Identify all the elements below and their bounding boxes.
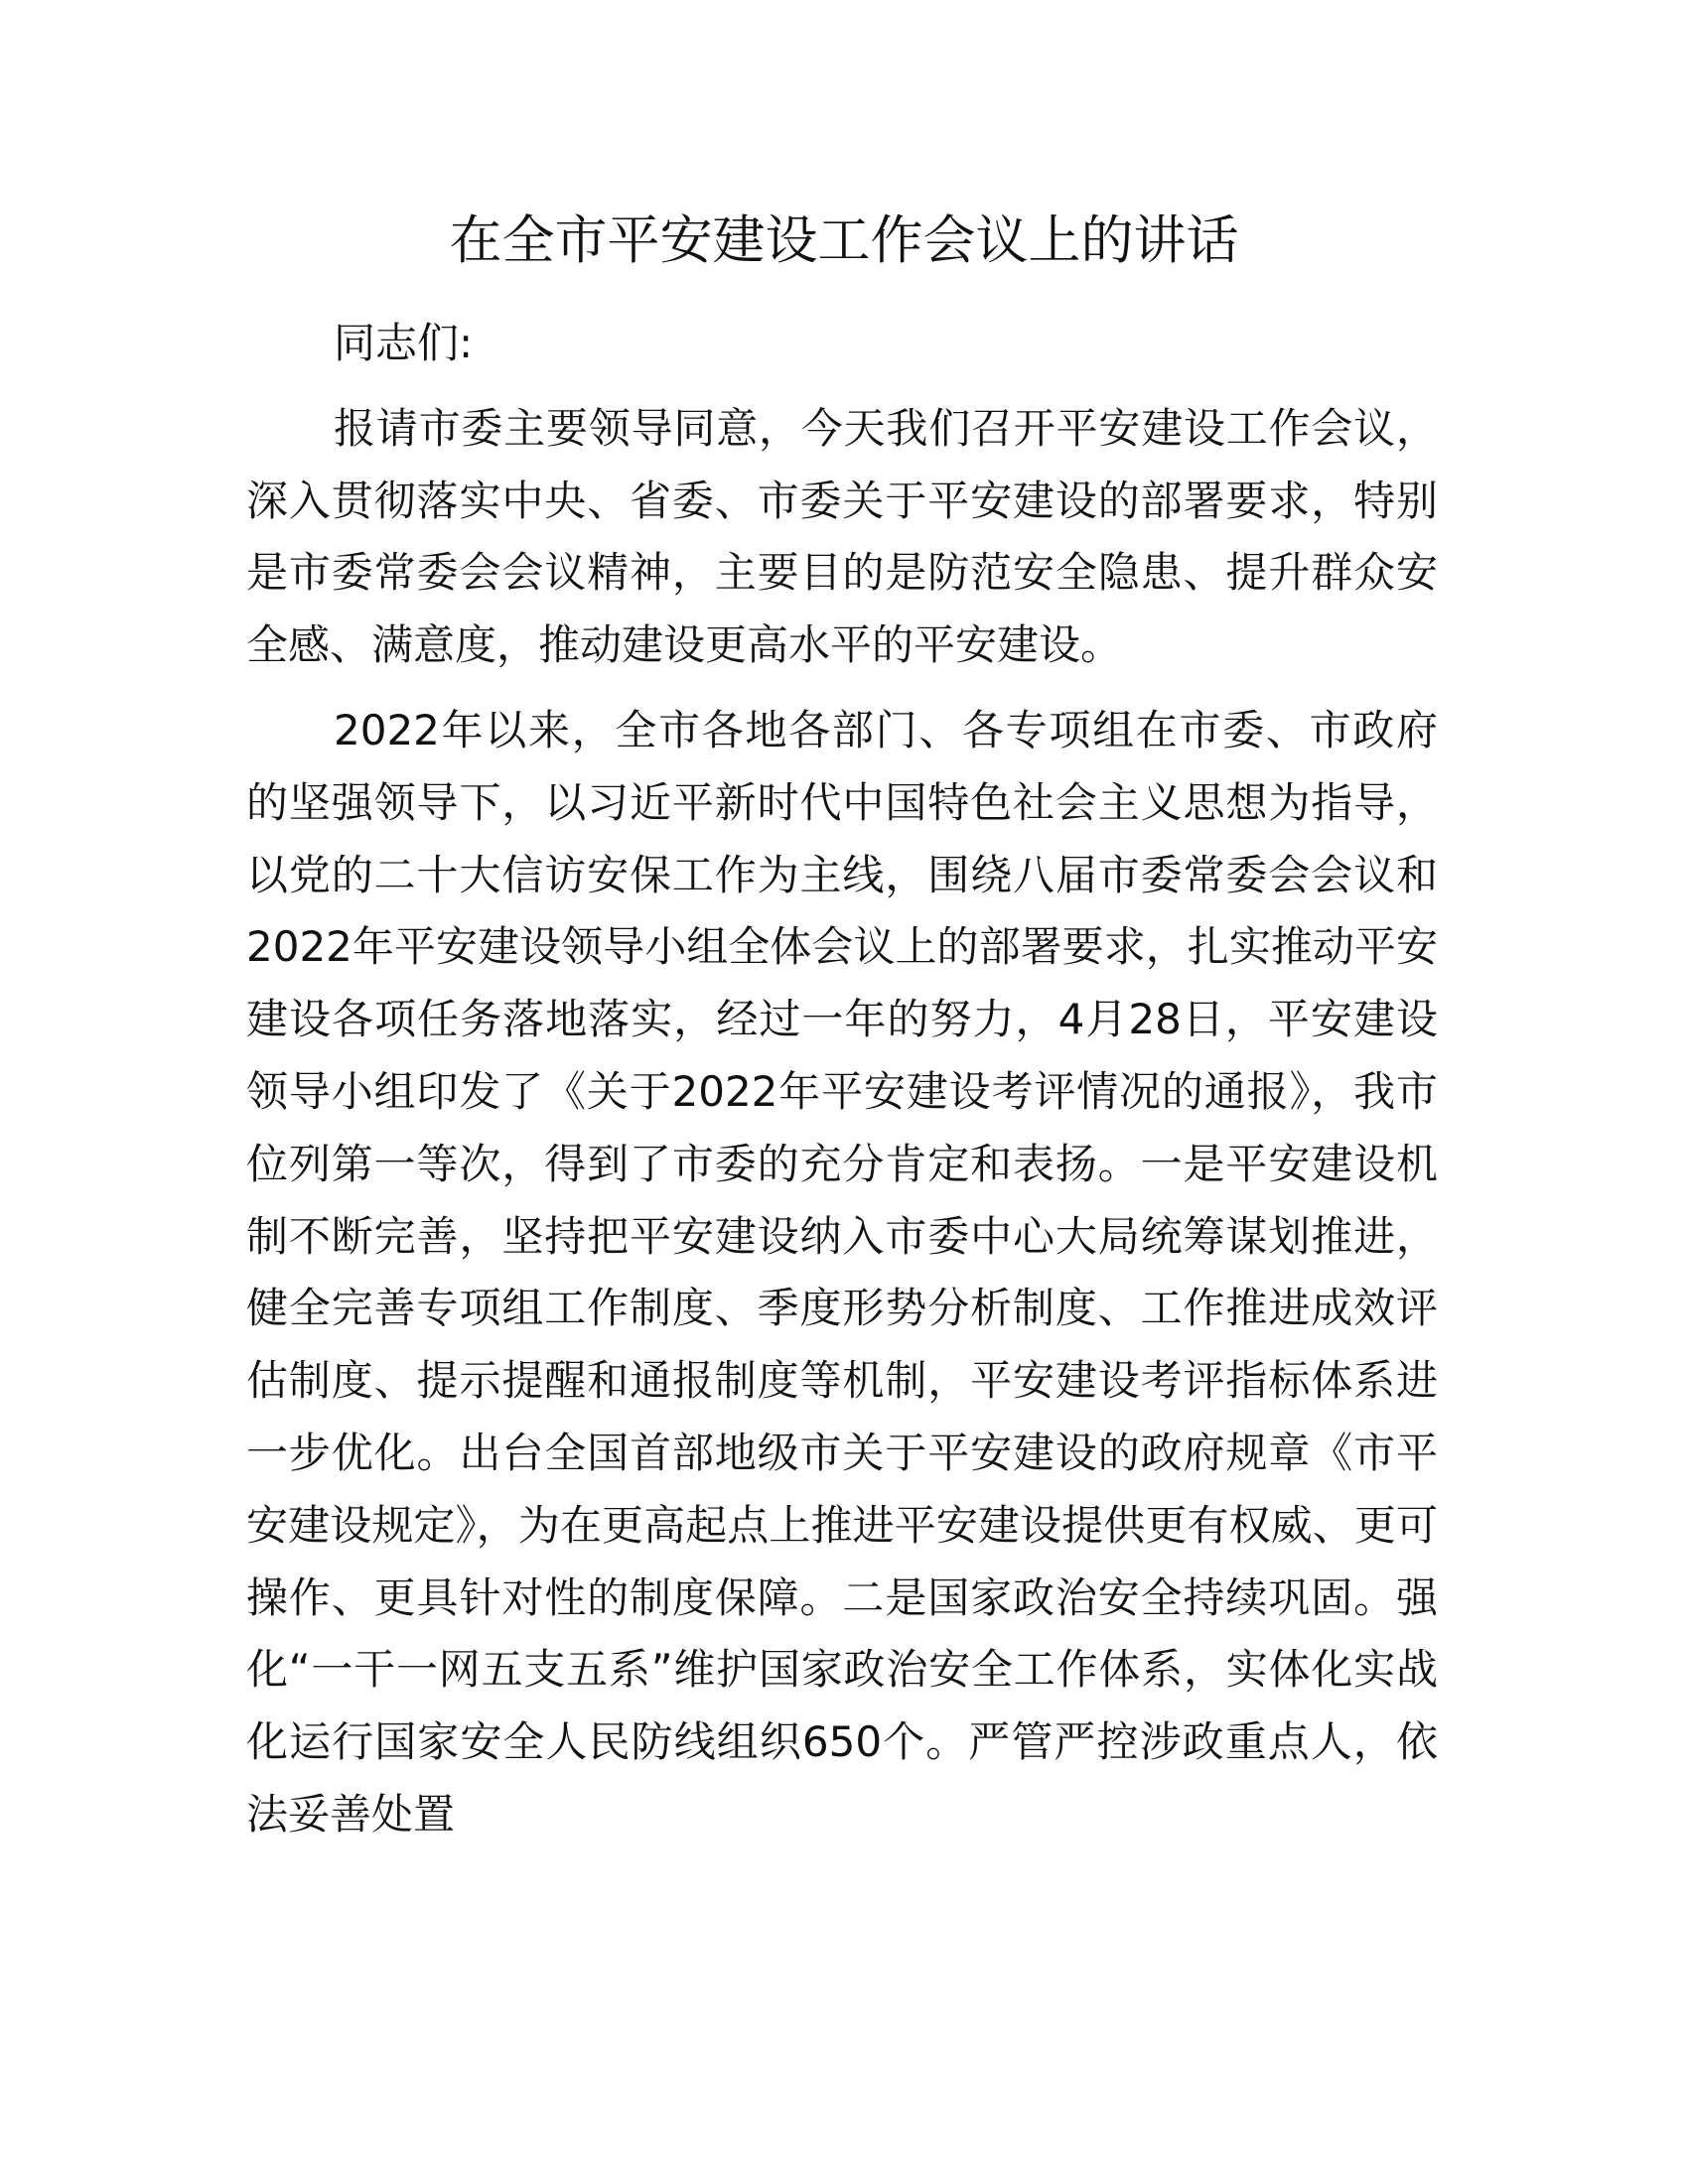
paragraph-intro: 报请市委主要领导同意，今天我们召开平安建设工作会议，深入贯彻落实中央、省委、市委关于平安建设的部署要求，特别是市委常委会会议精神，主要目的是防范安全隐患、提升群众安全感、满意度，推动建设更高水平的平安建设。 <box>246 403 1438 670</box>
document-body <box>246 308 1438 1864</box>
paragraph-review: 2022年以来，全市各地各部门、各专项组在市委、市政府的坚强领导下，以习近平新时代中国特色社会主义思想为指导，以党的二十大信访安保工作为主线，围绕八届市委常委会会议和2022年平安建设领导小组全体会议上的部署要求，扎实推动平安建设各项任务落地落实，经过一年的努力，4月28日，平安建设领导小组印发了《关于2022年平安建设考评情况的通报》，我市位列第一等次，得到了市委的充分肯定和表扬。一是平安建设机制不断完善，坚持把平安建设纳入市委中心大局统筹谋划推进，健全完善专项组工作制度、季度形势分析制度、工作推进成效评估制度、提示提醒和通报制度等机制，平安建设考评指标体系进一步优化。出台全国首部地级市关于平安建设的政府规章《市平安建设规定》，为在更高起点上推进平安建设提供更有权威、更可操作、更具针对性的制度保障。二是国家政治安全持续巩固。强化“一干一网五支五系”维护国家政治安全工作体系，实体化实战化运行国家安全人民防线组织650个。严管严控涉政重点人，依法妥善处置 <box>246 705 1438 1839</box>
salutation: 同志们: <box>334 319 474 367</box>
document-title: 在全市平安建设工作会议上的讲话 <box>449 210 1239 271</box>
